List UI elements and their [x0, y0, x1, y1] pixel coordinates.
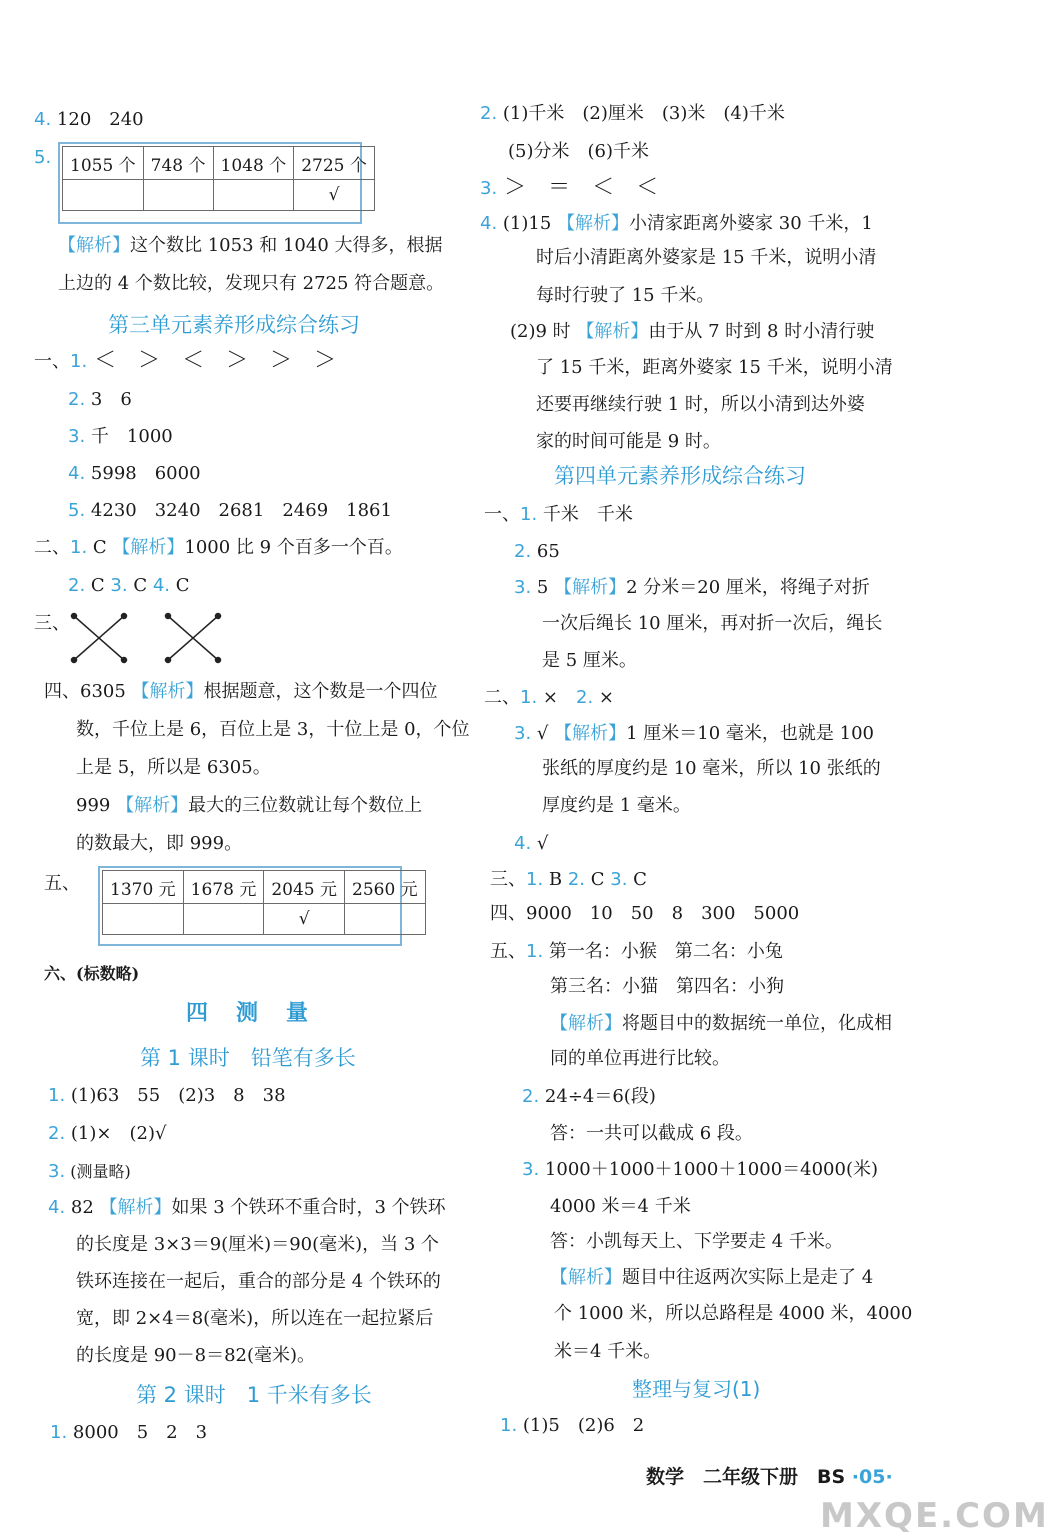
answer-line: 四、9000 10 50 8 300 5000 [490, 903, 800, 924]
table-cell: 1678 元 [183, 871, 264, 904]
table-cell [63, 180, 144, 211]
watermark: MXQE.COM [820, 1496, 1049, 1536]
analysis-line: 了 15 千米，距离外婆家 15 千米，说明小清 [536, 357, 893, 378]
answer-line: 答：一共可以截成 6 段。 [550, 1123, 753, 1144]
table-cell [103, 904, 184, 935]
lesson-title: 第 2 课时 1 千米有多长 [136, 1383, 372, 1407]
answer-line: 2. C 3. C 4. C [68, 575, 190, 596]
answer-line: 3. 5 【解析】2 分米＝20 厘米，将绳子对折 [514, 577, 870, 598]
answer-line: 2. 24÷4＝6(段) [522, 1086, 656, 1107]
analysis-line: 张纸的厚度约是 10 毫米，所以 10 张纸的 [542, 758, 881, 779]
section-prefix: 三、 [34, 613, 70, 634]
answer-line: 1. 8000 5 2 3 [50, 1422, 208, 1443]
answer-line: 2. (1)千米 (2)厘米 (3)米 (4)千米 [480, 103, 785, 124]
analysis-line: 还要再继续行驶 1 时，所以小清到达外婆 [536, 394, 865, 415]
answer-line: 2. (1)× (2)√ [48, 1123, 167, 1144]
answer-number: 5. [34, 147, 52, 168]
match-lines-diagram [66, 610, 236, 666]
answer-table [62, 146, 375, 211]
page-number: ·05· [851, 1466, 893, 1488]
answer-line: (2)9 时 【解析】由于从 7 时到 8 时小清行驶 [510, 321, 875, 342]
lesson-title: 第 1 课时 铅笔有多长 [140, 1046, 356, 1070]
analysis-line: 一次后绳长 10 厘米，再对折一次后，绳长 [542, 613, 883, 634]
table-cell [143, 180, 213, 211]
analysis-line: 宽，即 2×4＝8(毫米)，所以连在一起拉紧后 [76, 1308, 434, 1329]
answer-line: 3. ＞ ＝ ＜ ＜ [480, 175, 659, 200]
answer-line: 第三名：小猫 第四名：小狗 [550, 976, 784, 997]
answer-table [102, 870, 426, 935]
table-cell: 1055 个 [63, 147, 144, 180]
answer-line: 三、1. B 2. C 3. C [490, 869, 647, 890]
section-prefix: 五、 [44, 873, 80, 894]
table-cell: 2045 元 [264, 871, 345, 904]
answer-line: 1. (1)5 (2)6 2 [500, 1415, 645, 1436]
table-cell: 2725 个 [294, 147, 375, 180]
table-cell [183, 904, 264, 935]
answer-line: 3. √ 【解析】1 厘米＝10 毫米，也就是 100 [514, 723, 874, 744]
table-cell: 2560 元 [345, 871, 426, 904]
table-cell: 1048 个 [213, 147, 294, 180]
answer-line: 1. (1)63 55 (2)3 8 38 [48, 1085, 286, 1106]
analysis-line: 【解析】这个数比 1053 和 1040 大得多，根据 [58, 235, 443, 256]
section-title: 第三单元素养形成综合练习 [108, 313, 360, 337]
answer-line: 4. √ [514, 833, 549, 854]
answer-line: 3. 千 1000 [68, 426, 173, 447]
answer-line: 答：小凯每天上、下学要走 4 千米。 [550, 1231, 843, 1252]
analysis-line: 厚度约是 1 毫米。 [542, 795, 691, 816]
footer-subject: 数学 二年级下册 BS [646, 1466, 846, 1488]
answer-line: 3. 1000＋1000＋1000＋1000＝4000(米) [522, 1159, 878, 1180]
analysis-line: 米＝4 千米。 [554, 1341, 662, 1362]
answer-line: 2. 3 6 [68, 389, 132, 410]
answer-line: 4. 5998 6000 [68, 463, 201, 484]
answer-line: 五、1. 第一名：小猴 第二名：小兔 [490, 941, 783, 962]
table-cell [213, 180, 294, 211]
analysis-line: 个 1000 米，所以总路程是 4000 米，4000 [554, 1303, 913, 1324]
footer [646, 1462, 893, 1489]
analysis-line: 的长度是 3×3＝9(厘米)＝90(毫米)，当 3 个 [76, 1234, 440, 1255]
analysis-line: 家的时间可能是 9 时。 [536, 431, 721, 452]
analysis-line: 上边的 4 个数比较，发现只有 2725 符合题意。 [58, 273, 445, 294]
answer-line: 四、6305 【解析】根据题意，这个数是一个四位 [44, 681, 438, 702]
analysis-line: 每时行驶了 15 千米。 [536, 285, 715, 306]
section-title: 第四单元素养形成综合练习 [554, 464, 806, 488]
answer-table-frame [98, 866, 418, 946]
analysis-line: 时后小清距离外婆家是 15 千米，说明小清 [536, 247, 877, 268]
answer-line: 二、1. × 2. × [484, 687, 614, 708]
analysis-line: 的长度是 90－8＝82(毫米)。 [76, 1345, 316, 1366]
analysis-line: 铁环连接在一起后，重合的部分是 4 个铁环的 [76, 1271, 441, 1292]
answer-line: 4000 米＝4 千米 [550, 1196, 691, 1217]
answer-line: 一、1. 千米 千米 [484, 504, 633, 525]
answer-line: 4. (1)15 【解析】小清家距离外婆家 30 千米，1 [480, 213, 873, 234]
answer-line: 一、1. ＜ ＞ ＜ ＞ ＞ ＞ [34, 348, 337, 373]
answer-line: (5)分米 (6)千米 [508, 141, 649, 162]
section-title: 整理与复习(1) [632, 1377, 761, 1401]
answer-line: 4. 82 【解析】如果 3 个铁环不重合时，3 个铁环 [48, 1197, 446, 1218]
table-cell [345, 904, 426, 935]
check-mark: √ [294, 180, 375, 211]
answer-line: 3. (测量略) [48, 1161, 131, 1182]
analysis-line: 上是 5，所以是 6305。 [76, 757, 271, 778]
answer-line: 4. 120 240 [34, 109, 144, 130]
answer-table-frame [58, 142, 367, 224]
analysis-line: 的数最大，即 999。 [76, 833, 243, 854]
analysis-line: 是 5 厘米。 [542, 650, 637, 671]
answer-line: 999 【解析】最大的三位数就让每个数位上 [76, 795, 423, 816]
check-mark: √ [264, 904, 345, 935]
analysis-line: 【解析】将题目中的数据统一单位，化成相 [550, 1013, 892, 1034]
analysis-line: 同的单位再进行比较。 [550, 1048, 730, 1069]
answer-line: 二、1. C 【解析】1000 比 9 个百多一个百。 [34, 537, 403, 558]
answer-line: 六、(标数略) [44, 964, 140, 983]
chapter-title: 四测量 [186, 1001, 337, 1026]
analysis-line: 数，千位上是 6，百位上是 3，十位上是 0，个位 [76, 719, 470, 740]
answer-line: 2. 65 [514, 541, 560, 562]
analysis-line: 【解析】题目中往返两次实际上是走了 4 [550, 1267, 874, 1288]
table-cell: 748 个 [143, 147, 213, 180]
answer-line: 5. 4230 3240 2681 2469 1861 [68, 500, 392, 521]
table-cell: 1370 元 [103, 871, 184, 904]
